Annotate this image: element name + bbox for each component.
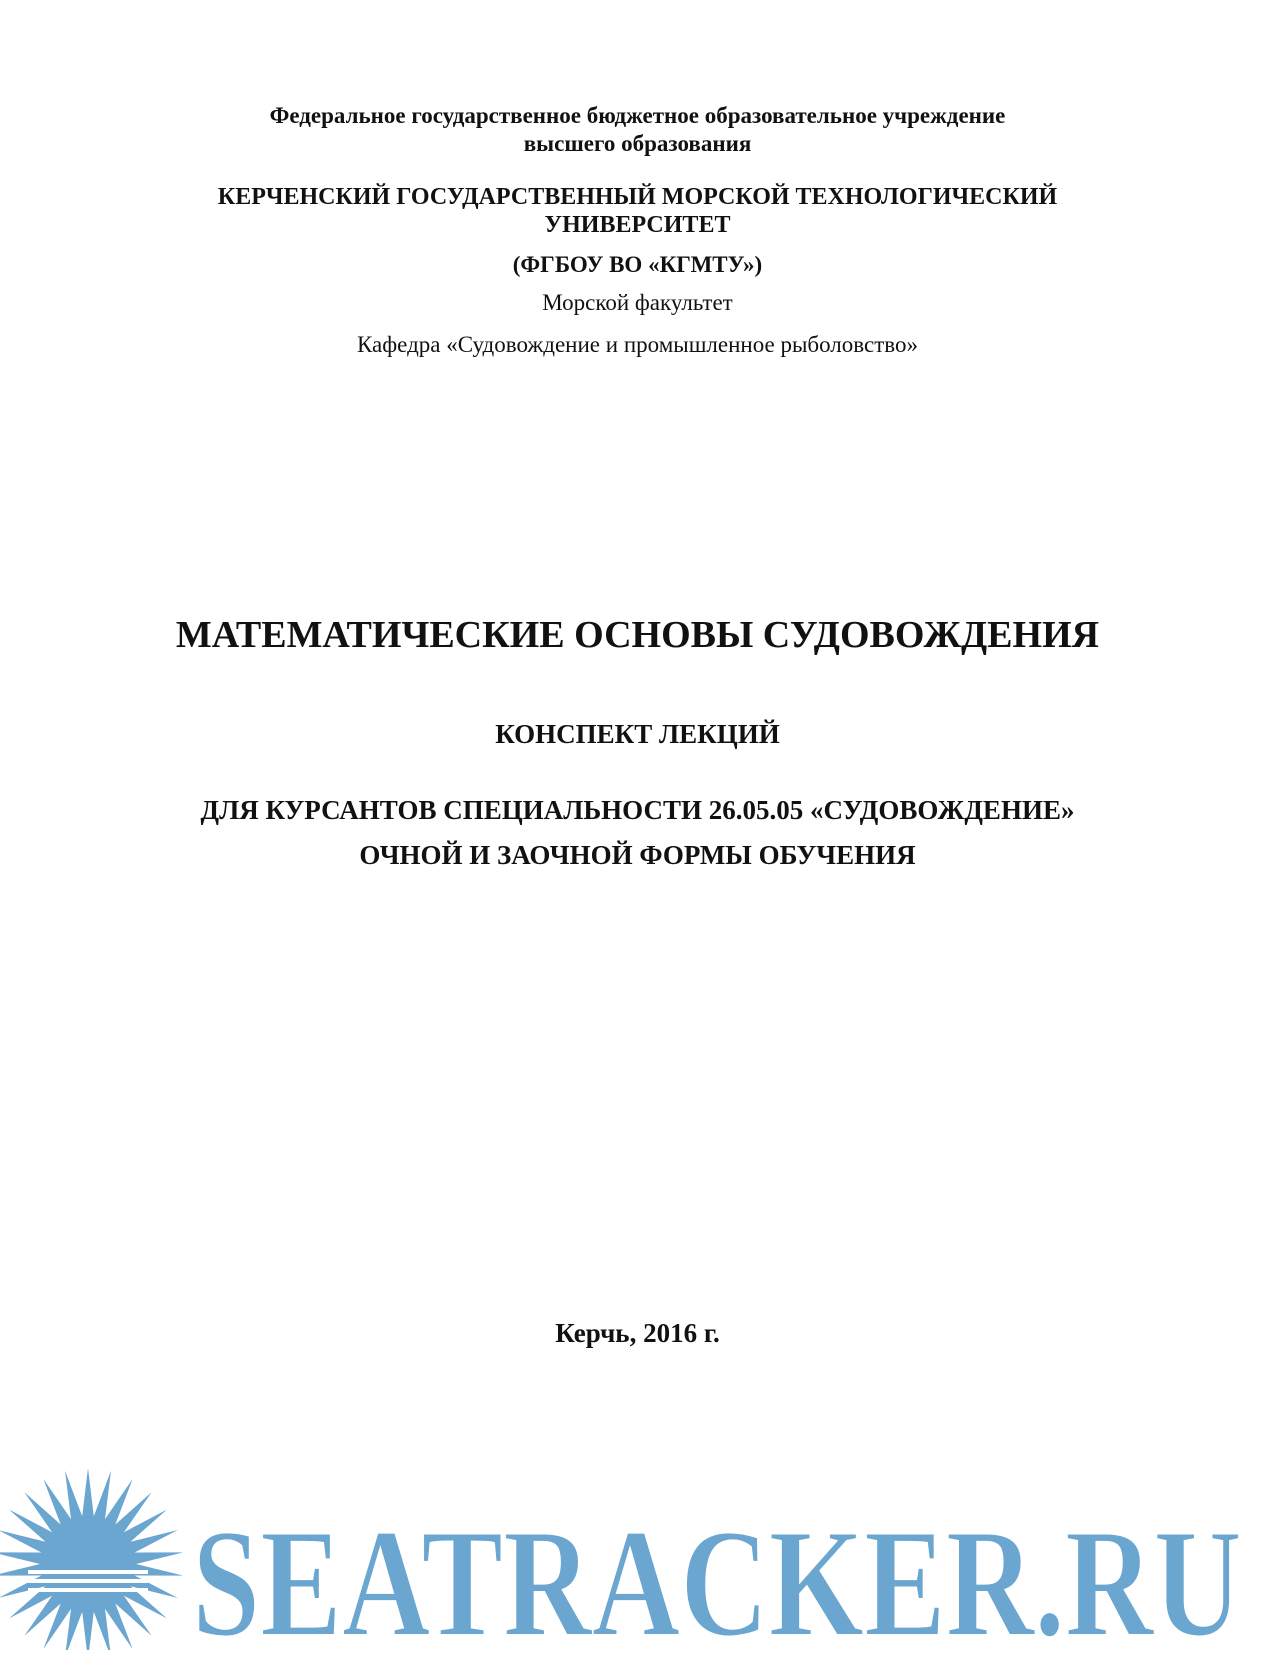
department-name: Кафедра «Судовождение и промышленное рыболовство» [357, 332, 918, 357]
university-abbreviation: (ФГБОУ ВО «КГМТУ») [512, 252, 763, 277]
sun-disc [44, 1520, 132, 1608]
place-and-year: Керчь, 2016 г. [555, 1318, 720, 1348]
document-title: МАТЕМАТИЧЕСКИЕ ОСНОВЫ СУДОВОЖДЕНИЯ [175, 614, 1100, 656]
watermark-graphic [0, 1452, 1275, 1650]
horizon-stripe [28, 1579, 148, 1583]
horizon-stripe [28, 1588, 148, 1592]
faculty-name: Морской факультет [542, 290, 733, 315]
watermark [0, 1452, 1275, 1650]
institution-type-line1: Федеральное государственное бюджетное образовательное учреждение [269, 103, 1006, 128]
horizon-stripe [28, 1570, 148, 1574]
watermark-text: SEATRACKER.RU [192, 1497, 1242, 1650]
audience-line1: ДЛЯ КУРСАНТОВ СПЕЦИАЛЬНОСТИ 26.05.05 «СУДОВОЖДЕНИЕ» [200, 795, 1075, 825]
document-subtitle: КОНСПЕКТ ЛЕКЦИЙ [495, 719, 780, 749]
university-name-line2: УНИВЕРСИТЕТ [544, 212, 731, 238]
audience-line2: ОЧНОЙ И ЗАОЧНОЙ ФОРМЫ ОБУЧЕНИЯ [359, 840, 916, 870]
sun-over-horizon-icon [0, 1468, 183, 1650]
institution-type-line2: высшего образования [523, 131, 752, 156]
university-name-line1: КЕРЧЕНСКИЙ ГОСУДАРСТВЕННЫЙ МОРСКОЙ ТЕХНОЛОГИЧЕСКИЙ [217, 184, 1058, 210]
